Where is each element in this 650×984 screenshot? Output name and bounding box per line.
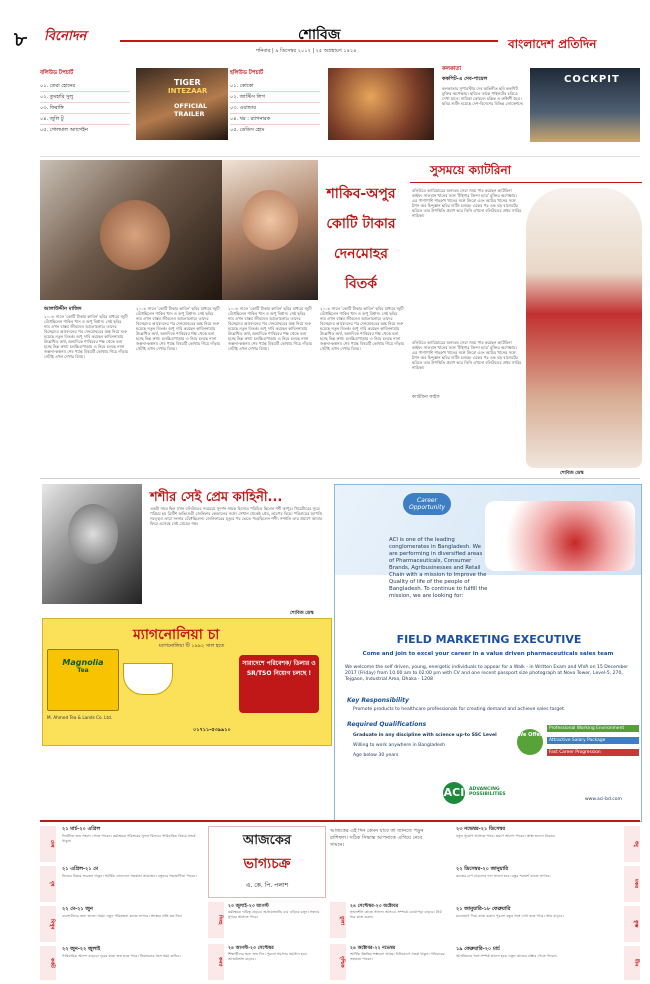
chart-title: হলিউড টপচার্ট [230, 70, 264, 76]
sign-date: ২২ মে-২১ জুন [62, 906, 93, 912]
note-kicker: কলকাতা [442, 66, 462, 72]
shashi-headline: শশীর সেই প্রেম কাহিনী... [150, 490, 283, 505]
sign-date: ১৯ ফেব্রুয়ারি-২০ মার্চ [456, 946, 500, 952]
lead-body-col1: ২০০৮ সালে 'কোটি টাকার কাবিন' ছবির মাধ্যমে জুটি বেঁধেছিলেন শাকিব খান ও অপু বিশ্বাস। সেই ছবির নাম এখন বাস্তব জীবনেও আলোচনায়। তাদের বিচ্ছেদের আবেদনের পর দেনমোহরের অঙ্ক নিয়ে শুরু হয়েছে নতুন বিতর্ক। অপু দাবি করছেন কাবিননামায় উল্লেখিত অর্থ, অন্যদিকে শাকিবের পক্ষ থেকে বলা হচ্ছে ভিন্ন কথা। চলচ্চিত্রপাড়ায় এ নিয়ে চলছে নানা জল্পনা-কল্পনা। শেষ পর্যন্ত বিষয়টি কোথায় গিয়ে দাঁড়ায় সেটাই এখন দেখার বিষয়। [44, 314, 128, 359]
sign-name: মিথুন [40, 906, 56, 942]
header-rule [120, 40, 498, 42]
chart-title: বলিউড টপচার্ট [40, 70, 74, 76]
horoscope-intro: আজকের এই দিন কেমন যাবে তা জানতে পড়ুন রাশিফল। সঠিক সিদ্ধান্ত আপনাকে এগিয়ে নেবে সামনে। [330, 828, 424, 848]
aci-logo-sub: ADVANCING POSSIBILITIES [469, 787, 506, 797]
sign-text: দিনটিতে শুভ সংবাদ পেতে পারেন। কর্মক্ষেত্রে পরিশ্রমের সুফল মিলবে। পারিবারিক বিষয়ে সতর্ক থাকুন। [62, 834, 196, 843]
shashi-byline: শোবিজ ডেস্ক [290, 611, 314, 616]
lead-body-col4: ২০০৮ সালে 'কোটি টাকার কাবিন' ছবির মাধ্যমে জুটি বেঁধেছিলেন শাকিব খান ও অপু বিশ্বাস। সেই ছবির নাম এখন বাস্তব জীবনেও আলোচনায়। তাদের বিচ্ছেদের আবেদনের পর দেনমোহরের অঙ্ক নিয়ে শুরু হয়েছে নতুন বিতর্ক। অপু দাবি করছেন কাবিননামায় উল্লেখিত অর্থ, অন্যদিকে শাকিবের পক্ষ থেকে বলা হচ্ছে ভিন্ন কথা। চলচ্চিত্রপাড়ায় এ নিয়ে চলছে নানা জল্পনা-কল্পনা। শেষ পর্যন্ত বিষয়টি কোথায় গিয়ে দাঁড়ায় সেটাই এখন দেখার বিষয়। [320, 306, 404, 351]
ad-title: FIELD MARKETING EXECUTIVE [396, 633, 582, 646]
sign-text: ব্যবসায়ীদের জন্য ভালো সময়। নতুন পরিকল্পনা কাজে লাগবে। স্বাস্থ্যের প্রতি যত্ন নিন। [62, 914, 183, 918]
dateline: শনিবার | ৯ ডিসেম্বর ২০১৭ | ২৫ অগ্রহায়ণ ১৪২৪ [256, 48, 357, 54]
sign-kanya [208, 944, 326, 980]
lead-body-col2: ২০০৮ সালে 'কোটি টাকার কাবিন' ছবির মাধ্যমে জুটি বেঁধেছিলেন শাকিব খান ও অপু বিশ্বাস। সেই ছবির নাম এখন বাস্তব জীবনেও আলোচনায়। তাদের বিচ্ছেদের আবেদনের পর দেনমোহরের অঙ্ক নিয়ে শুরু হয়েছে নতুন বিতর্ক। অপু দাবি করছেন কাবিননামায় উল্লেখিত অর্থ, অন্যদিকে শাকিবের পক্ষ থেকে বলা হচ্ছে ভিন্ন কথা। চলচ্চিত্রপাড়ায় এ নিয়ে চলছে নানা জল্পনা-কল্পনা। শেষ পর্যন্ত বিষয়টি কোথায় গিয়ে দাঁড়ায় সেটাই এখন দেখার বিষয়। [136, 306, 220, 351]
section-title: শোবিজ [298, 27, 341, 43]
tea-pack-sub: Tea [77, 667, 89, 674]
horoscope-title-2: ভাগ্যচক্র [243, 856, 291, 872]
sign-date: ২৩ নভেম্বর-২১ ডিসেম্বর [456, 826, 506, 832]
lead-headline-4: বিতর্ক [344, 276, 378, 292]
we-offer-badge: We Offer [517, 729, 543, 755]
chart-item: ০১. কোকো [230, 81, 320, 92]
sign-name: মীন [624, 946, 640, 980]
chart-item: ০১. তেরা হোনের [40, 81, 130, 92]
sign-text: শিক্ষার্থীদের জন্য শুভ দিন। পুরনো সমস্যার সমাধান হবে। আত্মবিশ্বাস বাড়বে। [228, 952, 308, 961]
shashi-body: একটা সময় ছিল যখন বলিউডের সবচেয়ে সুদর্শন নায়ক হিসেবে পরিচিত ছিলেন শশী কাপুর। থিয়েটারের সূত্রে পরিচয় হয় ব্রিটিশ অভিনেত্রী জেনিফার কেন্ডালের সঙ্গে। সেখান থেকেই প্রেম, তারপর বিয়ে। পরিবারের আপত্তি সত্ত্বেও তারা সংসার বেঁধেছিলেন। জেনিফারের মৃত্যুর পর ভেঙে পড়েছিলেন শশী। সম্প্রতি তার প্রয়াণে আবার ফিরে এসেছে সেই প্রেমের গল্প। [150, 506, 323, 526]
mid-divider [40, 478, 640, 479]
katrina-byline: শোবিজ ডেস্ক [560, 471, 584, 476]
section-logo: বিনোদন [44, 29, 87, 44]
horoscope-title-box [208, 826, 326, 898]
masthead [0, 0, 650, 68]
newspaper-name: বাংলাদেশ প্রতিদিন [508, 37, 597, 51]
chart-item: ০৩. ওয়ান্ডার [230, 103, 320, 114]
coco-image [328, 68, 434, 140]
chart-item: ০৫. ডেডিস হোম [230, 127, 265, 133]
sign-name: বৃশ্চিক [330, 944, 346, 980]
tea-pack [47, 649, 119, 711]
tea-cup [123, 663, 173, 695]
tea-pack-name: Magnolia [62, 658, 104, 667]
sign-makar [456, 866, 640, 902]
ad-walkin: We welcome the self driven, young, energetic individuals to appear for a Walk - in Written Exam and VIVA on 15 December 2017 (Friday) from 10.00 am to 02:00 pm with CV and one recent passport size photograph at Novo Tower, Level-5, 270, Tejgaon, Industrial Area, Dhaka - 1208 [345, 665, 629, 682]
horoscope-astrologer: এ. কে. পি. পলাশ [245, 882, 289, 889]
poster-title: COCKPIT [564, 74, 620, 85]
sign-date: ২২ জুন-২২ জুলাই [62, 946, 101, 952]
ad-qual-3: Age below 30 years [353, 753, 399, 758]
sign-date: ২২ ডিসেম্বর-২০ জানুয়ারি [456, 866, 509, 872]
sign-text: মনোযোগ দিয়ে কাজ করুন। পুরনো বন্ধুর সঙ্গে দেখা হতে পারে। আয় বাড়বে। [456, 914, 564, 918]
lead-headline-2: কোটি টাকার [326, 216, 396, 232]
chart-item: ০৪. জুলি টু [40, 114, 130, 125]
bollywood-chart [40, 70, 130, 135]
ad-tag: Career Opportunity [403, 493, 451, 515]
sign-name: মেষ [40, 826, 56, 862]
sign-brisha [40, 866, 200, 902]
top-strip [40, 66, 640, 156]
offer-2: Attractive Salary Package [547, 737, 639, 744]
lead-headline-box [318, 162, 404, 302]
katrina-body: বলিউডে ক্যারিয়ারের অন্যতম সেরা সময় পার করছেন ক্যাটরিনা কাইফ। সালমান খানের সঙ্গে 'টাইগার জিন্দা হ্যায়' মুক্তির অপেক্ষায়। এর পাশাপাশি শাহরুখ খানের সঙ্গে জিরো এবং আমির খানের সঙ্গে ঠগস অব হিন্দুস্তান ছবির শুটিং চলছে। একের পর এক বড় বাজেটের ছবিতে তার উপস্থিতি প্রমাণ করে তিনি এখনো বলিউডের প্রথম সারির নায়িকা। [412, 188, 522, 218]
sign-karkat [40, 946, 200, 980]
sign-name: বৃষ [40, 866, 56, 902]
sign-date: ২৩ জুলাই-২৩ আগস্ট [228, 904, 269, 909]
sign-mesh [40, 826, 200, 862]
page-number: ৮ [14, 27, 27, 51]
sign-date: ২১ জানুয়ারি-১৮ ফেব্রুয়ারি [456, 906, 511, 912]
sign-text: কর্মক্ষেত্রে দায়িত্ব বাড়বে। অপ্রয়োজনীয় ব্যয় এড়িয়ে চলুন। সন্ধ্যায় সুখবর আসতে পারে। [228, 910, 320, 919]
kolkata-note [442, 66, 526, 134]
sign-text: আর্থিক উন্নতির সম্ভাবনা আছে। বিনিয়োগে সতর্ক থাকুন। পরিবারের সহায়তা পাবেন। [350, 952, 445, 961]
lead-headline-3: দেনমোহর [334, 246, 388, 262]
pills-image [485, 501, 635, 571]
tea-offer: সারাদেশে পরিবেশক/ ডিলার ও SR/TSO নিয়োগ চলছে ! [239, 655, 319, 713]
sign-name: কর্কট [40, 946, 56, 980]
tea-brand: ম্যাগনোলিয়া চা [133, 627, 220, 643]
lead-byline: আলাউদ্দীন মাজিদ [44, 306, 82, 312]
aci-logo-mark: ACI [443, 782, 465, 804]
trailer-line1: TIGER [174, 78, 201, 87]
sign-name: তুলা [330, 902, 346, 938]
sign-text: সৃজনশীল কাজে সাফল্য আসবে। সম্পর্কে বোঝাপড়া বাড়বে। ধৈর্য ধরে কাজ করুন। [350, 910, 442, 919]
katrina-headline-bar [410, 162, 642, 183]
ad-qual-1: Graduate in any discipline with science up-to SSC Level [353, 733, 497, 738]
ad-website[interactable]: www.aci-bd.com [585, 797, 622, 802]
sign-name: ধনু [624, 826, 640, 862]
shashi-photo [42, 484, 142, 604]
job-ad [334, 484, 642, 822]
sign-text: নতুন সুযোগ আসতে পারে। ভ্রমণে আনন্দ পাবেন। স্বাস্থ্য ভালো থাকবে। [456, 834, 556, 838]
hollywood-chart [230, 70, 320, 135]
cockpit-poster [530, 68, 640, 142]
chart-item: ০২. তুমহারি সুলু [40, 92, 130, 103]
tea-ad [42, 618, 332, 746]
tea-tagline: ম্যাগনোলিয়া টি ১৯৯২ সাল হতে [159, 643, 225, 649]
sign-dhanu [456, 826, 640, 862]
sign-kumbha [456, 906, 640, 942]
katrina-caption: ক্যাটরিনা কাইফ [412, 395, 440, 400]
lead-headline-1: শাকিব-অপুর [326, 186, 396, 202]
chart-item: ০৫. গোলমাল অ্যাগেইন [40, 127, 88, 133]
ad-resp-head: Key Responsibility [347, 697, 409, 704]
sign-brishchik [330, 944, 448, 980]
note-text: কলকাতার সুপারস্টার দেব অভিনীত ছবি ককপিট মুক্তির অপেক্ষায়। ছবিতে তাকে পাইলটের চরিত্রে দেখা যাবে। নায়িকা কোয়েল মল্লিক ও রুক্মিণী মৈত্র। ছবির শুটিং হয়েছে দেশ-বিদেশের বিভিন্ন লোকেশনে। [442, 86, 524, 106]
sign-date: ২১ মার্চ-২০ এপ্রিল [62, 826, 101, 832]
ad-subtitle: Come and join to excel your career in a value driven pharmaceuticals sales team [362, 651, 614, 657]
sign-name: কুম্ভ [624, 906, 640, 942]
katrina-body-2: বলিউডে ক্যারিয়ারের অন্যতম সেরা সময় পার করছেন ক্যাটরিনা কাইফ। সালমান খানের সঙ্গে 'টাইগার জিন্দা হ্যায়' মুক্তির অপেক্ষায়। এর পাশাপাশি শাহরুখ খানের সঙ্গে জিরো এবং আমির খানের সঙ্গে ঠগস অব হিন্দুস্তান ছবির শুটিং চলছে। একের পর এক বড় বাজেটের ছবিতে তার উপস্থিতি প্রমাণ করে তিনি এখনো বলিউডের প্রথম সারির নায়িকা। [412, 340, 522, 370]
sign-singha [208, 902, 326, 938]
sign-text: নিজের বিষয়ে সচেতন থাকুন। আর্থিক লেনদেনে সতর্কতা প্রয়োজন। বন্ধুদের সহযোগিতা পাবেন। [62, 874, 197, 878]
sign-text: পারিবারিক আনন্দ বাড়বে। দূরের যাত্রা শুভ হতে পারে। প্রিয়জনের সঙ্গে সময় কাটবে। [62, 954, 181, 958]
note-title: ককপিট-এ দেব-পায়েল [442, 76, 488, 82]
katrina-photo [526, 188, 642, 468]
sign-meen [456, 946, 640, 980]
strip-divider [40, 156, 640, 157]
sign-tula [330, 902, 448, 938]
offer-1: Professional Working Environment [547, 725, 639, 732]
ad-qual-head: Required Qualifications [347, 721, 427, 728]
sign-name: মকর [624, 866, 640, 902]
lead-photo-2 [222, 160, 318, 300]
trailer-poster [136, 68, 228, 140]
horoscope-title: আজকের [242, 833, 292, 848]
sign-mithun [40, 906, 200, 942]
shakib-face [100, 200, 170, 270]
chart-item: ০৪. থর : র‍্যাগনারক [230, 114, 320, 125]
sign-text: আত্মীয়দের সঙ্গে সম্পর্ক ভালো হবে। নতুন কাজের প্রস্তাব পেতে পারেন। [456, 954, 558, 958]
sign-text: কাজের চাপ বাড়লেও ফল ভালো হবে। বন্ধুর পরামর্শ কাজে লাগবে। [456, 874, 551, 878]
lead-body-col3: ২০০৮ সালে 'কোটি টাকার কাবিন' ছবির মাধ্যমে জুটি বেঁধেছিলেন শাকিব খান ও অপু বিশ্বাস। সেই ছবির নাম এখন বাস্তব জীবনেও আলোচনায়। তাদের বিচ্ছেদের আবেদনের পর দেনমোহরের অঙ্ক নিয়ে শুরু হয়েছে নতুন বিতর্ক। অপু দাবি করছেন কাবিননামায় উল্লেখিত অর্থ, অন্যদিকে শাকিবের পক্ষ থেকে বলা হচ্ছে ভিন্ন কথা। চলচ্চিত্রপাড়ায় এ নিয়ে চলছে নানা জল্পনা-কল্পনা। শেষ পর্যন্ত বিষয়টি কোথায় গিয়ে দাঁড়ায় সেটাই এখন দেখার বিষয়। [228, 306, 312, 351]
sign-date: ২৪ অক্টোবর-২২ নভেম্বর [350, 946, 396, 951]
tea-phone: ০১৭১১-৫৩৯৯১০ [193, 727, 231, 733]
ad-resp: Promote products to healthcare professionals for creating demand and achieve sales target. [353, 707, 566, 712]
horoscope-section [40, 820, 640, 982]
shashi-face [68, 504, 118, 564]
trailer-line4: TRAILER [174, 110, 205, 118]
apu-face [242, 190, 298, 250]
trailer-line3: OFFICIAL [174, 102, 208, 110]
lead-photo [40, 160, 222, 300]
sign-name: কন্যা [208, 944, 224, 980]
aci-logo [443, 781, 533, 803]
trailer-line2: INTEZAAR [168, 87, 208, 95]
sign-date: ২৪ সেপ্টেম্বর-২৩ অক্টোবর [350, 904, 399, 909]
ad-intro: ACI is one of the leading conglomerates in Bangladesh. We are performing in diversified areas of Pharmaceuticals, Consumer Brands, Agribusinesses and Retail Chain with a mission to Improve the Quality of life of the people of Bangladesh. To continue to fulfill the mission, we are looking for: [389, 537, 488, 599]
chart-item: ০৩. ফিরাঙ্গি [40, 103, 130, 114]
sign-name: সিংহ [208, 902, 224, 938]
ad-qual-2: Willing to work anywhere in Bangladesh [353, 743, 446, 748]
tea-company: M. Ahmed Tea & Lands Co. Ltd. [47, 715, 113, 720]
offer-3: Fast Career Progression [547, 749, 639, 756]
sign-date: ২১ এপ্রিল-২১ মে [62, 866, 99, 872]
chart-item: ০২. জাস্টিস লিগ [230, 92, 320, 103]
katrina-headline: সুসময়ে ক্যাটরিনা [430, 163, 512, 177]
sign-date: ২৪ আগস্ট-২৩ সেপ্টেম্বর [228, 946, 274, 951]
